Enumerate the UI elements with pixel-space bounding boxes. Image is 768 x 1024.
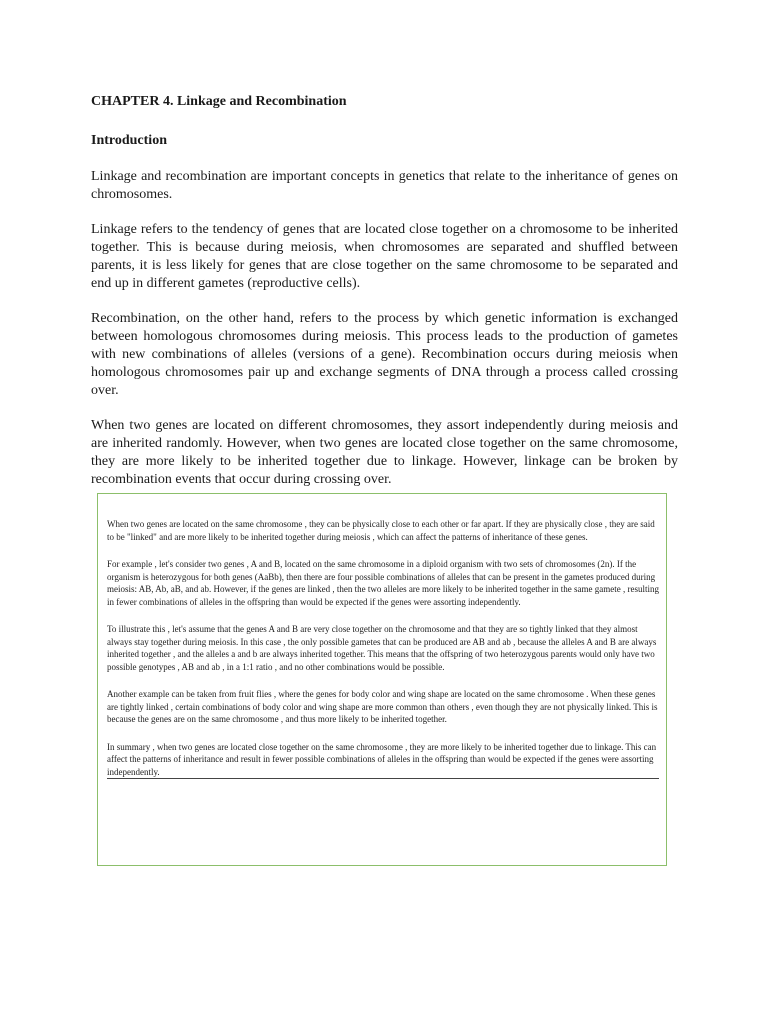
text-box	[97, 493, 667, 866]
box-paragraph-summary: In summary , when two genes are located close together on the same chromosome , they are more likely to be inherited together due to linkage. This can affect the patterns of inheritance and result in fewer possible combinations of alleles in the offspring than would be expected if the genes were assorting independently.	[107, 741, 659, 780]
paragraph-intro: Linkage and recombination are important concepts in genetics that relate to the inheritance of genes on chromosomes.	[91, 169, 678, 202]
box-paragraph-example: For example , let's consider two genes , A and B, located on the same chromosome in a diploid organism with two sets of chromosomes (2n). If the organism is heterozygous for both genes (AaBb), then there are four possible combinations of alleles that can be present in the gametes produced during meiosis: AB, Ab, aB, and ab. However, if the genes are linked , then the two alleles are more likely to be inherited together in the same gamete , resulting in fewer combinations of alleles in the offspring than would be expected if the genes were assorting independently.	[107, 559, 659, 607]
document-body	[91, 92, 678, 506]
box-paragraph-linked-genes: When two genes are located on the same chromosome , they can be physically close to each other or far apart. If they are physically close , they are said to be "linked" and are more likely to be inherited together during meiosis , which can affect the patterns of inheritance of these genes.	[107, 519, 655, 542]
box-paragraph-fruit-flies: Another example can be taken from fruit flies , where the genes for body color and wing shape are located on the same chromosome . When these genes are tightly linked , certain combinations of body color and wing shape are more common than others , even though they are not physically linked. This is because the genes are on the same chromosome , and thus more likely to be inherited together.	[107, 689, 658, 724]
chapter-title: CHAPTER 4. Linkage and Recombination	[91, 94, 347, 109]
box-paragraph-illustration: To illustrate this , let's assume that the genes A and B are very close together on the chromosome and that they are so tightly linked that they almost always stay together during meiosis. In this case , the only possible gametes that can be produced are AB and ab , because the alleles A and B are always inherited together , and the alleles a and b are always inherited together. This means that the offspring of two heterozygous parents would only have two possible genotypes , AB and ab , in a 1:1 ratio , and no other combinations would be possible.	[107, 624, 657, 672]
section-heading: Introduction	[91, 133, 167, 148]
paragraph-independent-assortment: When two genes are located on different chromosomes, they assort independently during meiosis and are inherited randomly. However, when two genes are located close together on the same chromosome, they are more likely to be inherited together due to linkage. However, linkage can be broken by recombination events that occur during crossing over.	[91, 418, 678, 487]
text-box-content	[107, 518, 659, 779]
paragraph-recombination: Recombination, on the other hand, refers to the process by which genetic information is exchanged between homologous chromosomes during meiosis. This process leads to the production of gametes with new combinations of alleles (versions of a gene). Recombination occurs during meiosis when homologous chromosomes pair up and exchange segments of DNA through a process called crossing over.	[91, 311, 678, 398]
paragraph-linkage: Linkage refers to the tendency of genes that are located close together on a chromosome to be inherited together. This is because during meiosis, when chromosomes are separated and shuffled between parents, it is less likely for genes that are close together on the same chromosome to be separated and end up in different gametes (reproductive cells).	[91, 222, 678, 291]
